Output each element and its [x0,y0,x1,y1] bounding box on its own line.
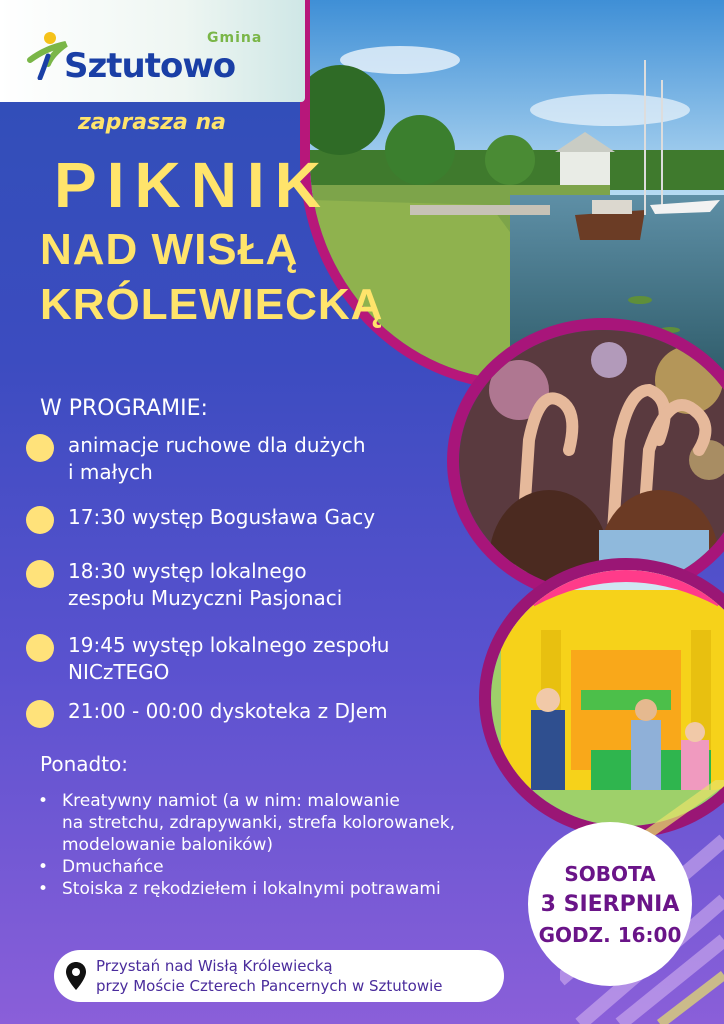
extras-item [38,856,455,878]
logo-gmina-text: Gmina [207,30,263,46]
extras-item-line1: • Stoiska z rękodziełem i lokalnymi potrawami [62,879,441,899]
program-item-line1: 17:30 występ Bogusława Gacy [68,505,376,529]
date-day: SOBOTA [564,862,656,886]
program-item-line1: 19:45 występ lokalnego zespołu [68,633,390,657]
program-item-line2: i małych [68,460,153,484]
extras-item-line1: • Dmuchańce [62,857,164,877]
invite-text: zaprasza na [78,110,227,135]
program-item-line1: 18:30 występ lokalnego [68,559,307,583]
extras-item [38,790,455,856]
extras-item-line1: • Kreatywny namiot (a w nim: malowanie [62,791,400,811]
bullet-dot-icon [26,560,54,588]
program-item-line2: zespołu Muzyczni Pasjonaci [68,586,343,610]
bullet-dot-icon [26,506,54,534]
logo-name-text: Sztutowo [64,46,236,86]
location-line2: przy Moście Czterech Pancernych w Sztutowie [96,977,443,995]
location-line1: Przystań nad Wisłą Królewiecką [96,957,333,975]
program-item-line2: NICzTEGO [68,660,170,684]
date-date: 3 SIERPNIA [540,892,680,917]
program-heading: W PROGRAMIE: [40,396,208,421]
event-title-line2: NAD WISŁĄ [40,225,299,274]
bullet-dot-icon [26,434,54,462]
bullet-dot-icon [26,700,54,728]
event-title-line3: KRÓLEWIECKĄ [40,280,384,329]
program-item-line1: 21:00 - 00:00 dyskoteka z DJem [68,699,388,723]
extras-list [38,790,455,900]
program-item-line1: animacje ruchowe dla dużych [68,433,366,457]
extras-heading: Ponadto: [40,752,129,776]
extras-item [38,878,455,900]
gmina-logo [0,0,305,102]
date-badge [528,822,692,986]
bullet-dot-icon [26,634,54,662]
map-pin-icon [66,962,86,990]
event-title-line1: PIKNIK [54,149,331,221]
extras-item-line3: modelowanie baloników) [62,835,274,855]
date-time: GODZ. 16:00 [538,923,682,947]
location-pill [54,950,504,1002]
extras-item-line2: na stretchu, zdrapywanki, strefa kolorowanek, [62,813,455,833]
